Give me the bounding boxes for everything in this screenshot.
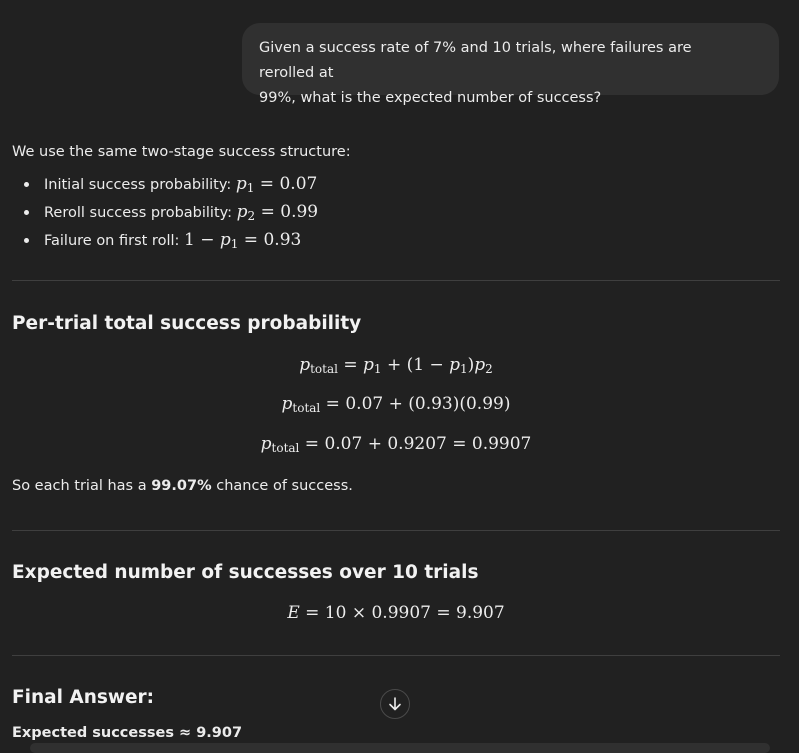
equation-total-substituted: $p_{total} = 0.07 + (0.93)(0.99)$ bbox=[281, 394, 511, 415]
final-answer-heading: Final Answer: bbox=[12, 687, 155, 708]
equation-expected: E = 10 × 0.9907 = 9.907 bbox=[287, 603, 505, 623]
section-heading-per-trial: Per-trial total success probability bbox=[12, 313, 362, 334]
per-trial-summary: So each trial has a 99.07% chance of success. bbox=[12, 478, 353, 494]
bullet-math: $1 - p_1 = 0.93$ bbox=[184, 230, 302, 251]
final-answer-result: Expected successes ≈ 9.907 bbox=[12, 725, 243, 741]
message-composer[interactable] bbox=[30, 743, 770, 753]
section-heading-expected: Expected number of successes over 10 trials bbox=[12, 562, 479, 583]
intro-text: We use the same two-stage success structure: bbox=[12, 144, 351, 160]
divider bbox=[12, 655, 780, 656]
bullet-label: Failure on first roll: bbox=[44, 233, 180, 249]
user-message-line-2: 99%, what is the expected number of success? bbox=[259, 90, 602, 106]
list-item bbox=[12, 198, 318, 226]
probability-list bbox=[12, 170, 318, 254]
bullet-label: Reroll success probability: bbox=[44, 205, 233, 221]
arrow-down-icon bbox=[387, 696, 403, 712]
divider bbox=[12, 530, 780, 531]
divider bbox=[12, 280, 780, 281]
equation-total-result: $p_{total} = 0.07 + 0.9207 = 0.9907$ bbox=[260, 434, 532, 455]
list-item bbox=[12, 226, 318, 254]
user-message-bubble bbox=[242, 23, 779, 106]
list-item bbox=[12, 170, 318, 198]
success-percent: 99.07% bbox=[151, 478, 212, 494]
bullet-math: $p_1 = 0.07$ bbox=[235, 174, 318, 195]
bullet-label: Initial success probability: bbox=[44, 177, 232, 193]
scroll-down-button[interactable] bbox=[380, 689, 410, 719]
user-message-line-1: Given a success rate of 7% and 10 trials, where failures are rerolled at bbox=[259, 40, 692, 81]
bullet-math: $p_2 = 0.99$ bbox=[236, 202, 319, 223]
equation-total-formula: $p_{total} = p_1 + (1 - p_1)p_2$ bbox=[299, 355, 493, 376]
